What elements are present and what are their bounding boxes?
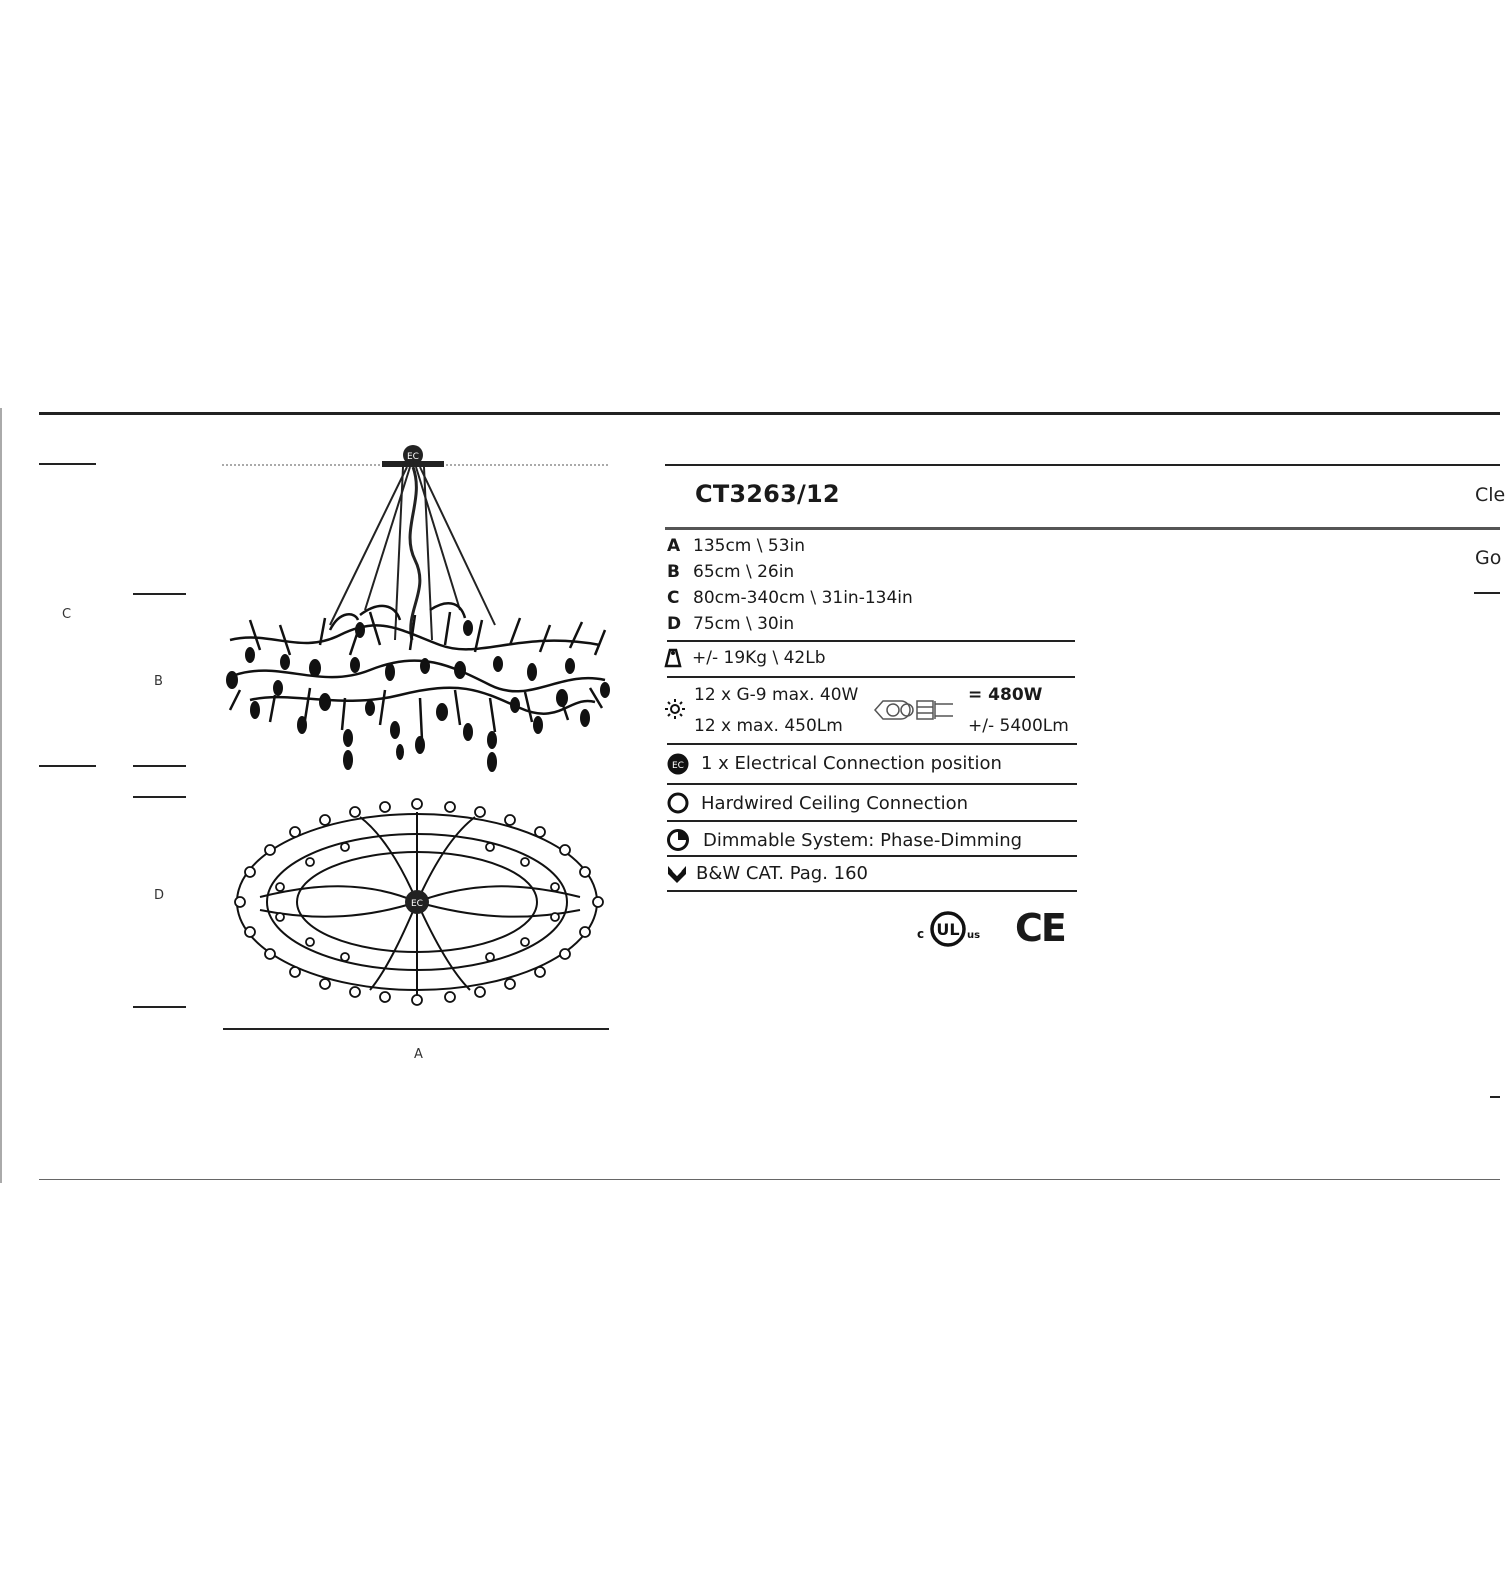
dimension-row-d [667, 612, 794, 636]
svg-text:EC: EC [407, 452, 419, 462]
divider-after-electrical [667, 783, 1077, 785]
lamp-lumens: 12 x max. 450Lm [694, 716, 843, 736]
electrical-connection-text: 1 x Electrical Connection position [701, 753, 1002, 774]
weight-icon [664, 648, 682, 668]
dim-label-a: A [414, 1047, 423, 1062]
dimension-key: A [667, 536, 681, 556]
electrical-connection-icon [667, 753, 689, 775]
spec-title-underline [665, 527, 1500, 530]
dimension-row-c [667, 586, 913, 610]
product-code: CT3263/12 [695, 480, 840, 508]
divider-after-ceiling [667, 820, 1077, 822]
chandelier-plan-view-drawing [220, 792, 620, 1012]
lamp-total-power: = 480W [968, 685, 1043, 705]
svg-text:EC: EC [672, 761, 684, 771]
svg-text:EC: EC [411, 899, 423, 909]
spec-top-line [665, 464, 1500, 466]
dim-line-a [223, 1028, 609, 1030]
svg-text:us: us [967, 930, 981, 941]
ce-certification-mark: CE [1015, 906, 1065, 950]
dim-tick-c-bottom [39, 765, 96, 767]
dimension-value: 65cm \ 26in [693, 562, 795, 582]
divider-after-weight [667, 676, 1075, 678]
dimension-row-a [667, 534, 805, 558]
dim-tick-c-top [39, 463, 96, 465]
dimmer-icon [667, 829, 689, 851]
dim-label-c: C [62, 607, 72, 622]
catalog-icon [667, 864, 687, 884]
divider-after-catalog [667, 890, 1077, 892]
dim-label-b: B [154, 674, 163, 689]
dimension-value: 80cm-340cm \ 31in-134in [693, 588, 913, 608]
bottom-border-line [39, 1179, 1500, 1180]
lamp-bulbs: 12 x G-9 max. 40W [694, 685, 859, 705]
divider-after-dimmable [667, 855, 1077, 857]
dimension-row-b [667, 560, 794, 584]
side-bottom-tick [1490, 1096, 1500, 1098]
chandelier-side-view-drawing [220, 440, 620, 780]
g9-bulb-icon [873, 697, 955, 723]
dim-tick-d-bottom [133, 1006, 186, 1008]
svg-text:UL: UL [936, 920, 960, 939]
left-edge-line [0, 408, 2, 1183]
dim-label-d: D [154, 888, 165, 903]
dim-tick-b-top [133, 593, 186, 595]
weight-value: +/- 19Kg \ 42Lb [692, 648, 826, 668]
ceiling-connection-icon [667, 792, 689, 814]
divider-after-dimensions [667, 640, 1075, 642]
top-border-line [39, 412, 1500, 415]
dimmable-text: Dimmable System: Phase-Dimming [703, 830, 1023, 851]
side-label-finish-2: Go [1475, 547, 1502, 569]
svg-text:c: c [917, 927, 925, 941]
light-bulb-icon [664, 698, 686, 720]
dim-tick-b-bottom [133, 765, 186, 767]
dimension-key: C [667, 588, 680, 608]
catalog-text: B&W CAT. Pag. 160 [696, 863, 868, 884]
ul-certification-icon [915, 908, 987, 950]
side-finish-underline [1474, 592, 1500, 594]
side-label-finish-1: Cle [1475, 484, 1505, 506]
dimension-value: 135cm \ 53in [693, 536, 806, 556]
dim-tick-d-top [133, 796, 186, 798]
dimension-key: D [667, 614, 682, 634]
ceiling-connection-text: Hardwired Ceiling Connection [701, 793, 969, 814]
lamp-total-lumens: +/- 5400Lm [968, 716, 1069, 736]
dimension-value: 75cm \ 30in [693, 614, 795, 634]
dimension-key: B [667, 562, 680, 582]
divider-after-lamp [667, 743, 1077, 745]
